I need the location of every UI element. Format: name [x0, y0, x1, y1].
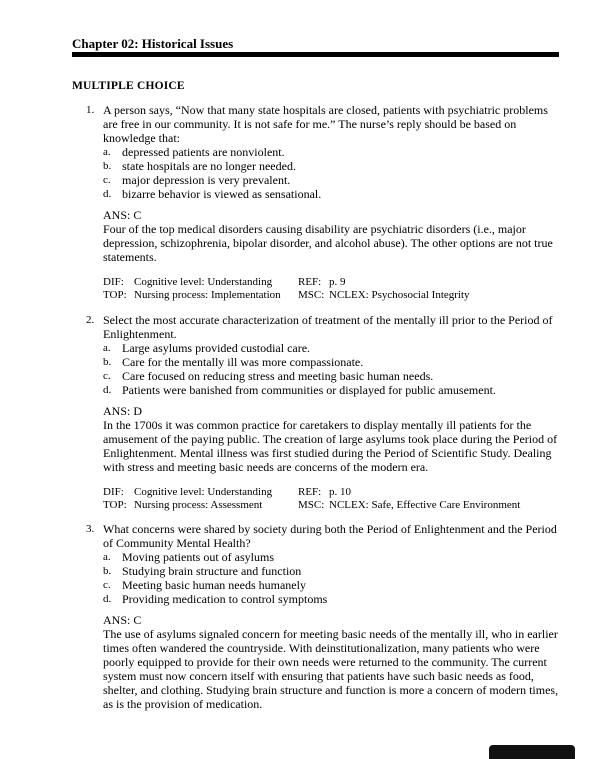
- options-list: [103, 341, 559, 397]
- answer-key: ANS: C: [103, 613, 142, 627]
- option-letter: b.: [103, 356, 112, 368]
- top-label: TOP:: [103, 289, 127, 301]
- option-text: Patients were banished from communities or displayed for public amusement.: [122, 383, 496, 397]
- option-text: Meeting basic human needs humanely: [122, 578, 306, 592]
- option-letter: d.: [103, 593, 112, 605]
- option-letter: c.: [103, 174, 111, 186]
- option-d: [103, 187, 559, 201]
- option-letter: a.: [103, 146, 111, 158]
- option-text: Moving patients out of asylums: [122, 550, 274, 564]
- option-letter: a.: [103, 342, 111, 354]
- question-metadata: [103, 486, 559, 512]
- question-metadata: [103, 276, 559, 302]
- option-text: depressed patients are nonviolent.: [122, 145, 285, 159]
- option-d: [103, 592, 559, 606]
- question-stem: What concerns were shared by society during both the Period of Enlightenment and the Period of Community Mental Health?: [103, 522, 557, 550]
- msc-label: MSC:: [298, 289, 325, 301]
- option-text: Studying brain structure and function: [122, 564, 302, 578]
- dif-value: Cognitive level: Understanding: [134, 486, 273, 498]
- msc-label: MSC:: [298, 499, 325, 511]
- option-letter: b.: [103, 565, 112, 577]
- question-number: 2.: [86, 314, 95, 326]
- option-text: Large asylums provided custodial care.: [122, 341, 311, 355]
- option-a: [103, 145, 559, 159]
- dif-label: DIF:: [103, 486, 124, 498]
- answer-key: ANS: D: [103, 404, 143, 418]
- top-value: Nursing process: Implementation: [134, 289, 281, 301]
- ref-label: REF:: [298, 486, 322, 498]
- rationale: The use of asylums signaled concern for meeting basic needs of the mentally ill, who in earlier times often wandered the countryside. With deinstitutionalization, many patients who were poorly equipped to provide for their own needs were returned to the community. The current system must now concern itself with ensuring that patients have such basic needs as food, shelter, and clothing. Studying brain structure and function is more a concern of modern times, as is the provision of medication.: [103, 627, 559, 711]
- option-b: [103, 159, 559, 173]
- option-a: [103, 550, 559, 564]
- question-number: 3.: [86, 523, 95, 535]
- option-letter: c.: [103, 579, 111, 591]
- option-letter: a.: [103, 551, 111, 563]
- ref-value: p. 9: [329, 276, 346, 288]
- option-a: [103, 341, 559, 355]
- rationale: Four of the top medical disorders causing disability are psychiatric disorders (i.e., major depression, schizophrenia, bipolar disorder, and alcohol abuse). The other options are not true statements.: [103, 222, 553, 264]
- section-heading: MULTIPLE CHOICE: [72, 80, 185, 92]
- rationale: In the 1700s it was common practice for caretakers to display mentally ill patients for the amusement of the paying public. The creation of large asylums took place during the Period of Enlightenment. Mental illness was first studied during the Period of Scientific Study. Dealing with stress and meeting basic needs are concerns of the modern era.: [103, 418, 558, 474]
- question-stem: A person says, “Now that many state hospitals are closed, patients with psychiatric problems are free in our community. It is not safe for me.” The nurse’s reply should be based on knowledge that:: [103, 103, 548, 145]
- option-text: state hospitals are no longer needed.: [122, 159, 296, 173]
- option-letter: b.: [103, 160, 112, 172]
- question-stem: Select the most accurate characterization of treatment of the mentally ill prior to the Period of Enlightenment.: [103, 313, 553, 341]
- dif-value: Cognitive level: Understanding: [134, 276, 273, 288]
- option-text: Providing medication to control symptoms: [122, 592, 328, 606]
- option-b: [103, 355, 559, 369]
- option-text: major depression is very prevalent.: [122, 173, 291, 187]
- options-list: [103, 550, 559, 606]
- option-c: [103, 173, 559, 187]
- top-value: Nursing process: Assessment: [134, 499, 263, 511]
- options-list: [103, 145, 559, 201]
- msc-value: NCLEX: Safe, Effective Care Environment: [329, 499, 521, 511]
- answer-key: ANS: C: [103, 208, 142, 222]
- question-1: [72, 103, 559, 302]
- msc-value: NCLEX: Psychosocial Integrity: [329, 289, 470, 301]
- ref-value: p. 10: [329, 486, 351, 498]
- option-b: [103, 564, 559, 578]
- title-rule: [72, 52, 559, 57]
- option-letter: c.: [103, 370, 111, 382]
- option-text: Care for the mentally ill was more compassionate.: [122, 355, 364, 369]
- option-c: [103, 578, 559, 592]
- dif-label: DIF:: [103, 276, 124, 288]
- option-letter: d.: [103, 188, 112, 200]
- option-c: [103, 369, 559, 383]
- option-text: Care focused on reducing stress and meeting basic human needs.: [122, 369, 434, 383]
- option-letter: d.: [103, 384, 112, 396]
- option-text: bizarre behavior is viewed as sensational.: [122, 187, 322, 201]
- question-3: [72, 522, 559, 711]
- top-label: TOP:: [103, 499, 127, 511]
- chapter-title: Chapter 02: Historical Issues: [72, 36, 234, 51]
- option-d: [103, 383, 559, 397]
- corner-tab: [489, 745, 575, 759]
- ref-label: REF:: [298, 276, 322, 288]
- question-2: [72, 313, 559, 512]
- question-number: 1.: [86, 104, 95, 116]
